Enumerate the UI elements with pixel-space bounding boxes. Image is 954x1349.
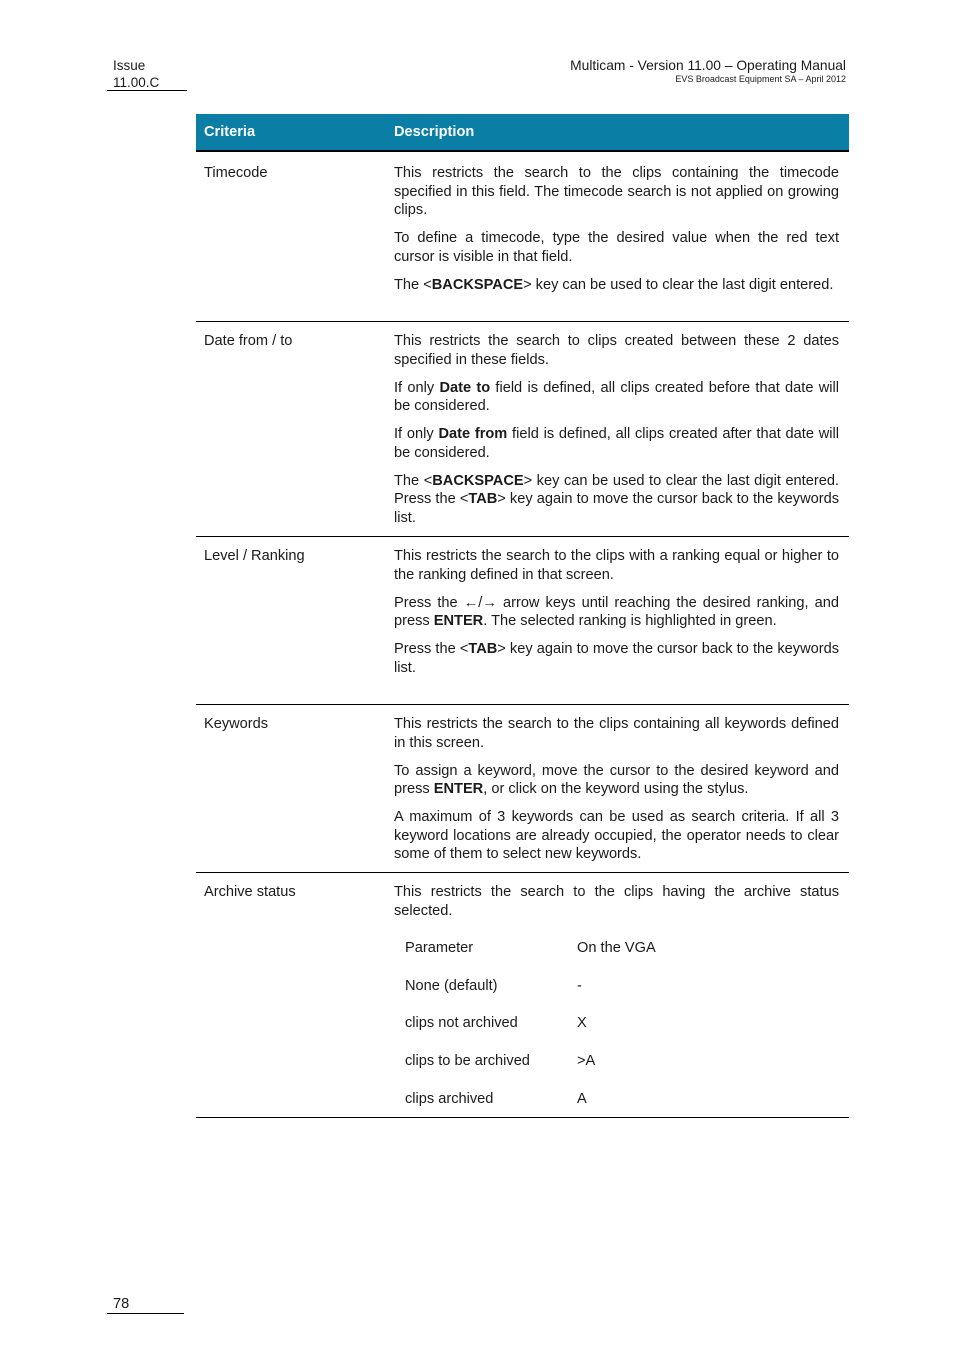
page-number: 78 — [113, 1296, 130, 1312]
issue-label: Issue — [113, 58, 146, 73]
criteria-cell: Keywords — [204, 716, 269, 732]
archive-parameter: clips archived — [405, 1091, 494, 1107]
criteria-cell: Date from / to — [204, 333, 293, 349]
description-cell — [394, 883, 839, 920]
footer-rule — [107, 1313, 184, 1314]
description-paragraph — [394, 640, 839, 677]
bold-term: ENTER — [433, 613, 484, 629]
description-paragraph — [394, 547, 839, 584]
text-run: This restricts the search to the clips containing all keywords defined in this screen. — [394, 716, 839, 751]
text-run: field is defined, all clips created before that date will be considered. — [394, 379, 839, 414]
description-cell — [394, 547, 839, 677]
description-paragraph — [394, 164, 839, 220]
table-row-keywords — [196, 705, 849, 873]
description-paragraph — [394, 883, 839, 920]
text-run: If only — [394, 426, 439, 442]
issue-number: 11.00.C — [113, 74, 160, 90]
archive-vga-value: - — [577, 978, 582, 994]
text-run: > key can be used to clear the last digit entered. Press the < — [394, 472, 839, 507]
archive-parameter: None (default) — [405, 978, 498, 994]
description-paragraph — [394, 229, 839, 266]
description-cell — [394, 164, 839, 294]
bold-term: Date from — [438, 426, 508, 442]
archive-parameter: clips to be archived — [405, 1053, 530, 1069]
bold-term: BACKSPACE — [432, 472, 524, 489]
text-run: > key again to move the cursor back to the keywords list. — [394, 641, 839, 676]
archive-vga-value: >A — [577, 1053, 596, 1069]
archive-header-vga: On the VGA — [577, 940, 656, 956]
text-run: The < — [394, 472, 433, 489]
description-paragraph — [394, 594, 839, 631]
description-paragraph — [394, 425, 839, 462]
table-row-timecode — [196, 152, 849, 322]
text-run: To define a timecode, type the desired value when the red text cursor is visible in that field. — [394, 230, 839, 265]
text-run: A maximum of 3 keywords can be used as search criteria. If all 3 keyword locations are already occupied, the operator needs to clear some of them to select new keywords. — [394, 809, 839, 862]
bold-term: TAB — [468, 491, 498, 507]
criteria-cell: Level / Ranking — [204, 548, 305, 564]
text-run: Press the ←/→ arrow keys until reaching the desired ranking, and press — [394, 594, 839, 629]
bold-term: ENTER — [433, 781, 484, 797]
text-run: > key again to move the cursor back to the keywords list. — [394, 491, 839, 526]
description-cell — [394, 715, 839, 864]
document-subtitle: EVS Broadcast Equipment SA – April 2012 — [675, 74, 846, 84]
text-run: The < — [394, 276, 432, 293]
bold-term: TAB — [468, 641, 498, 657]
text-run: This restricts the search to the clips containing the timecode specified in this field. The timecode search is not applied on growing clips. — [394, 165, 839, 218]
text-run: > key can be used to clear the last digit entered. — [523, 276, 834, 293]
column-header-criteria: Criteria — [204, 124, 256, 140]
document-title: Multicam - Version 11.00 – Operating Manual — [570, 58, 846, 73]
text-run: , or click on the keyword using the stylus. — [483, 781, 749, 797]
description-paragraph — [394, 332, 839, 369]
text-run: To assign a keyword, move the cursor to the desired keyword and press — [394, 762, 839, 797]
description-paragraph — [394, 472, 839, 528]
criteria-cell: Archive status — [204, 884, 296, 900]
archive-header-parameter: Parameter — [405, 940, 474, 956]
text-run: . The selected ranking is highlighted in green. — [483, 613, 777, 629]
criteria-cell: Timecode — [204, 165, 268, 181]
description-paragraph — [394, 715, 839, 752]
text-run: This restricts the search to the clips having the archive status selected. — [394, 884, 839, 919]
table-row-ranking — [196, 537, 849, 705]
text-run: If only — [394, 379, 440, 396]
archive-vga-value: X — [577, 1015, 587, 1031]
archive-vga-value: A — [577, 1091, 587, 1107]
description-paragraph — [394, 379, 839, 416]
text-run: This restricts the search to clips created between these 2 dates specified in these fields. — [394, 333, 839, 368]
description-cell — [394, 332, 839, 527]
description-paragraph — [394, 276, 839, 295]
bold-term: Date to — [439, 379, 491, 396]
text-run: field is defined, all clips created after that date will be considered. — [394, 426, 839, 461]
archive-parameter: clips not archived — [405, 1015, 518, 1031]
issue-block — [113, 58, 159, 91]
description-paragraph — [394, 808, 839, 864]
text-run: This restricts the search to the clips with a ranking equal or higher to the ranking defined in that screen. — [394, 548, 839, 583]
bold-term: BACKSPACE — [431, 276, 524, 293]
table-header — [196, 114, 849, 152]
table-row-archive-status — [196, 873, 849, 1118]
table-row-date — [196, 322, 849, 537]
document-header — [570, 58, 846, 85]
text-run: Press the < — [394, 641, 469, 657]
column-header-description: Description — [394, 124, 475, 140]
description-paragraph — [394, 762, 839, 799]
issue-rule — [107, 90, 187, 91]
